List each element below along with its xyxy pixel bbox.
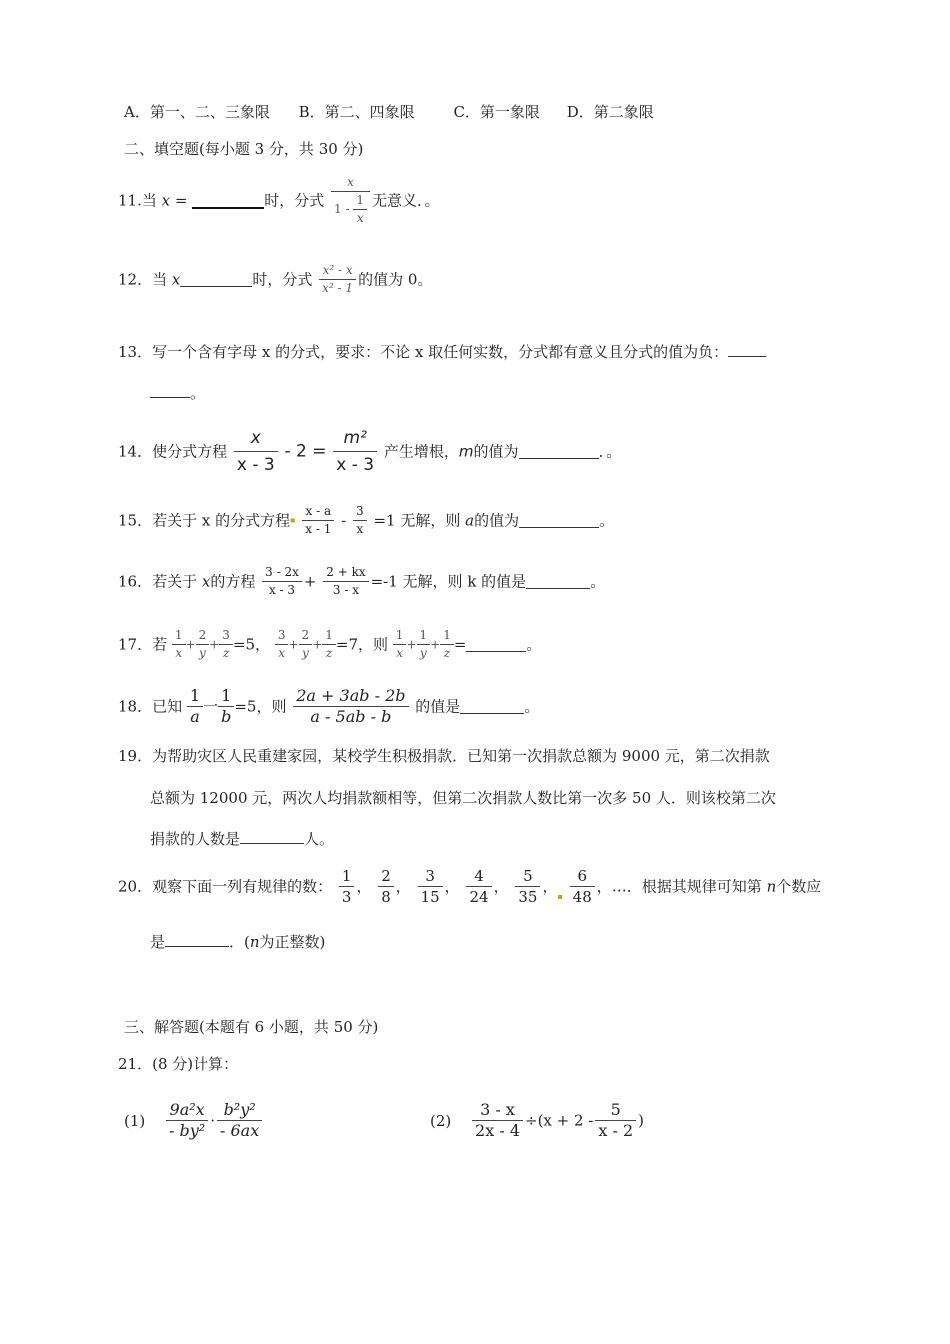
q17-plus-6: + bbox=[430, 637, 441, 652]
q21-p1-dot: · bbox=[210, 1111, 215, 1130]
q19-line3b: 人。 bbox=[304, 830, 335, 848]
q21-p2-f2-num: 5 bbox=[595, 1100, 636, 1121]
options-row bbox=[124, 102, 654, 122]
q17-frac-2y-num: 2 bbox=[196, 627, 210, 645]
q20-frac-1-num: 1 bbox=[339, 866, 355, 887]
q17-frac-1x-c-den: x bbox=[396, 646, 403, 660]
q17-frac-1z-c-num: 1 bbox=[440, 627, 454, 645]
q16-f1-den: x - 3 bbox=[268, 583, 296, 597]
question-21-title: 21．(8 分)计算： bbox=[118, 1055, 239, 1073]
question-18 bbox=[118, 686, 539, 727]
q20-line2-var: n bbox=[249, 933, 260, 951]
q21-p2-end: ) bbox=[638, 1111, 645, 1130]
q19-blank[interactable] bbox=[240, 829, 304, 844]
q17-eq3: = bbox=[453, 635, 467, 654]
q13-text: 写一个含有字母 x 的分式，要求：不论 x 取任何实数，分式都有意义且分式的值为负： bbox=[152, 343, 729, 361]
q20-frac-6 bbox=[570, 866, 595, 907]
q11-fraction bbox=[331, 174, 370, 227]
q20-comma-1: ， bbox=[356, 877, 372, 896]
q21-p1-fraction-2 bbox=[217, 1100, 262, 1141]
q17-plus-3: + bbox=[288, 637, 299, 652]
q21-p2-mid: ÷(x + 2 - bbox=[525, 1111, 594, 1130]
q17-frac-3z bbox=[219, 627, 233, 662]
q11-frac-num: x bbox=[331, 174, 370, 192]
q11-inner-prefix: 1 - bbox=[334, 202, 350, 216]
q18-frac-den: a - 5ab - b bbox=[310, 707, 392, 726]
q17-plus-2: + bbox=[209, 637, 220, 652]
q20-var: n bbox=[766, 877, 777, 896]
q21-p1-f1-den: - by² bbox=[169, 1121, 206, 1140]
section-3-title: 三、解答题(本题有 6 小题，共 50 分) bbox=[124, 1018, 379, 1036]
q14-minus2: - 2 = bbox=[284, 441, 327, 462]
q17-eq1: =5， bbox=[232, 635, 271, 654]
q17-frac-1z-den: z bbox=[325, 646, 333, 660]
q17-frac-1x-c bbox=[393, 627, 407, 662]
question-20-line2 bbox=[150, 932, 325, 952]
q17-eq2: =7，则 bbox=[335, 635, 389, 654]
q16-text1: 若关于 bbox=[152, 572, 198, 591]
q17-frac-1z-c-den: z bbox=[443, 646, 451, 660]
q17-frac-1z bbox=[322, 627, 336, 662]
q18-frac-a bbox=[187, 686, 203, 727]
q14-var: m bbox=[458, 442, 474, 461]
q11-number: 11. bbox=[118, 191, 142, 210]
q21-p1-f2-den: - 6ax bbox=[220, 1121, 260, 1140]
q11-blank[interactable] bbox=[192, 193, 264, 209]
q14-end: ．。 bbox=[598, 442, 622, 461]
q21-p1-f1-num: 9a²x bbox=[166, 1100, 208, 1121]
q20-frac-2-den: 8 bbox=[381, 888, 391, 906]
q20-text1: 观察下面一列有规律的数： bbox=[152, 877, 333, 896]
section-2-title: 二、填空题(每小题 3 分，共 30 分) bbox=[124, 140, 364, 158]
q20-frac-5-num: 5 bbox=[515, 866, 540, 887]
q15-fraction-2 bbox=[353, 503, 367, 538]
question-21-part-2 bbox=[430, 1100, 644, 1141]
option-a: A．第一、二、三象限 bbox=[124, 103, 270, 121]
q18-frac-a-den: a bbox=[190, 707, 200, 726]
q20-frac-5-den: 35 bbox=[518, 888, 538, 906]
q17-plus-4: + bbox=[312, 637, 323, 652]
q16-text3: =-1 无解，则 k 的值是 bbox=[370, 572, 527, 591]
q13-end: 。 bbox=[190, 384, 206, 402]
question-12 bbox=[118, 262, 432, 297]
q19-line1: 为帮助灾区人民重建家园，某校学生积极捐款．已知第一次捐款总额为 9000 元，第二次捐款 bbox=[152, 747, 770, 765]
q16-text2: 的方程 bbox=[210, 572, 256, 591]
q20-comma-2: ， bbox=[395, 877, 411, 896]
q17-frac-2y bbox=[196, 627, 210, 662]
q20-marker-icon: ▪ bbox=[557, 892, 563, 901]
question-19-line2: 总额为 12000 元，两次人均捐款额相等，但第二次捐款人数比第一次多 50 人．则该校第二次 bbox=[150, 789, 776, 807]
q20-frac-3 bbox=[418, 866, 443, 907]
option-b: B．第二、四象限 bbox=[298, 103, 415, 121]
q17-frac-2y-b-den: y bbox=[301, 646, 309, 660]
q18-text3: 的值是 bbox=[415, 697, 461, 716]
q20-text2: ，…．根据其规律可知第 bbox=[596, 877, 762, 896]
question-13 bbox=[118, 342, 766, 362]
q18-frac-b bbox=[218, 686, 234, 727]
q12-frac-num: x² - x bbox=[319, 262, 356, 280]
q17-frac-3z-den: z bbox=[222, 646, 230, 660]
question-14 bbox=[118, 425, 621, 478]
q20-frac-5 bbox=[515, 866, 540, 907]
q16-f2-num: 2 + kx bbox=[323, 564, 368, 582]
q21-p2-fraction-1 bbox=[472, 1100, 523, 1141]
question-19 bbox=[118, 746, 770, 766]
q17-plus-5: + bbox=[406, 637, 417, 652]
q13-blank-2[interactable] bbox=[150, 383, 190, 398]
q12-fraction bbox=[319, 262, 356, 297]
q21-p2-f1-den: 2x - 4 bbox=[475, 1121, 520, 1140]
q15-end: 。 bbox=[599, 511, 615, 530]
q15-blank[interactable] bbox=[519, 513, 599, 528]
q17-frac-1y-c-den: y bbox=[419, 646, 427, 660]
question-11 bbox=[118, 174, 440, 227]
q14-f1-num: x bbox=[234, 425, 278, 452]
q17-frac-2y-b bbox=[299, 627, 313, 662]
question-20 bbox=[118, 866, 821, 907]
q20-comma-5: ， bbox=[542, 877, 558, 896]
q16-plus: + bbox=[303, 572, 317, 591]
q14-fraction-2 bbox=[333, 425, 377, 478]
q15-f2-den: x bbox=[356, 522, 364, 536]
q20-frac-2-num: 2 bbox=[378, 866, 394, 887]
q16-f2-den: 3 - x bbox=[332, 583, 359, 597]
q17-frac-2y-b-num: 2 bbox=[299, 627, 313, 645]
q11-inner-frac bbox=[353, 192, 367, 227]
q16-fraction-2 bbox=[323, 564, 368, 599]
q20-frac-1-den: 3 bbox=[341, 888, 352, 906]
q21-p1-fraction-1 bbox=[166, 1100, 208, 1141]
q14-fraction-1 bbox=[234, 425, 278, 478]
q18-frac-num: 2a + 3ab - 2b bbox=[293, 686, 408, 707]
q14-f2-den: x - 3 bbox=[336, 455, 375, 475]
q12-frac-den: x² - 1 bbox=[322, 281, 354, 295]
q17-end: 。 bbox=[526, 635, 542, 654]
q11-var: x bbox=[161, 191, 171, 210]
q15-text2: =1 无解，则 bbox=[373, 511, 461, 530]
q12-var: x bbox=[171, 270, 181, 289]
q20-blank[interactable] bbox=[165, 932, 229, 947]
q15-f2-num: 3 bbox=[353, 503, 367, 521]
q18-fraction bbox=[293, 686, 408, 727]
q12-number: 12． bbox=[118, 270, 153, 289]
q20-frac-6-den: 48 bbox=[572, 888, 592, 906]
q16-blank[interactable] bbox=[526, 574, 590, 589]
q21-p1-f2-num: b²y² bbox=[217, 1100, 262, 1121]
question-13-cont bbox=[150, 383, 205, 403]
q17-frac-3x-den: x bbox=[278, 646, 286, 660]
q16-fraction-1 bbox=[262, 564, 302, 599]
q20-frac-1 bbox=[339, 866, 355, 907]
q14-text2: 产生增根， bbox=[383, 442, 459, 461]
q15-text1: 若关于 x 的分式方程 bbox=[152, 511, 291, 530]
q17-plus-1: + bbox=[185, 637, 196, 652]
option-d: D．第二象限 bbox=[566, 103, 654, 121]
q18-blank[interactable] bbox=[460, 699, 524, 714]
q20-frac-2 bbox=[378, 866, 394, 907]
q12-text1: 当 bbox=[152, 270, 168, 289]
q15-text3: 的值为 bbox=[474, 511, 520, 530]
q18-text2: =5，则 bbox=[234, 697, 287, 716]
q15-f1-den: x - 1 bbox=[305, 522, 332, 536]
q18-end: 。 bbox=[524, 697, 540, 716]
q20-frac-3-num: 3 bbox=[418, 866, 443, 887]
q15-number: 15． bbox=[118, 511, 153, 530]
q18-text1: 已知 bbox=[152, 697, 183, 716]
q17-number: 17． bbox=[118, 635, 153, 654]
q18-frac-b-den: b bbox=[221, 707, 232, 726]
q15-marker-icon: ▪ bbox=[290, 515, 296, 525]
q19-number: 19． bbox=[118, 747, 153, 765]
q17-frac-1x-den: x bbox=[175, 646, 183, 660]
q14-number: 14． bbox=[118, 442, 153, 461]
q11-inner-num: 1 bbox=[353, 192, 367, 210]
q17-blank[interactable] bbox=[466, 637, 526, 652]
q18-frac-b-num: 1 bbox=[218, 686, 234, 707]
q17-frac-1x-c-num: 1 bbox=[393, 627, 407, 645]
q20-line2c: 为正整数) bbox=[259, 933, 326, 951]
q20-frac-4 bbox=[466, 866, 491, 907]
q11-text3: 无意义．。 bbox=[372, 191, 440, 210]
q20-line2b: ．( bbox=[229, 933, 250, 951]
q13-blank-1[interactable] bbox=[728, 342, 766, 357]
q14-text3: 的值为 bbox=[473, 442, 519, 461]
q21-p1-label: (1) bbox=[124, 1111, 146, 1130]
question-15 bbox=[118, 503, 614, 538]
q15-var: a bbox=[465, 511, 475, 530]
q20-line2a: 是 bbox=[150, 933, 166, 951]
q17-frac-1z-c bbox=[440, 627, 454, 662]
q18-dash: 一 bbox=[203, 697, 219, 716]
q17-frac-1y-c-num: 1 bbox=[417, 627, 431, 645]
q16-number: 16． bbox=[118, 572, 153, 591]
q16-end: 。 bbox=[590, 572, 606, 591]
q11-inner-den: x bbox=[356, 211, 364, 225]
q15-f1-num: x - a bbox=[302, 503, 334, 521]
q20-frac-4-den: 24 bbox=[469, 888, 489, 906]
q17-frac-1z-num: 1 bbox=[322, 627, 336, 645]
q20-frac-6-num: 6 bbox=[570, 866, 595, 887]
q11-frac-den bbox=[331, 192, 370, 227]
q15-fraction-1 bbox=[302, 503, 334, 538]
q21-p2-f1-num: 3 - x bbox=[472, 1100, 523, 1121]
q20-frac-4-num: 4 bbox=[466, 866, 491, 887]
q16-f1-num: 3 - 2x bbox=[262, 564, 302, 582]
q11-text2: 时，分式 bbox=[264, 191, 325, 210]
q17-frac-3x bbox=[275, 627, 289, 662]
q17-text1: 若 bbox=[152, 635, 168, 654]
q16-var: x bbox=[201, 572, 211, 591]
q15-minus: - bbox=[341, 511, 347, 530]
q17-frac-1y-c bbox=[417, 627, 431, 662]
q20-comma-4: ， bbox=[493, 877, 509, 896]
q12-text3: 的值为 0。 bbox=[358, 270, 433, 289]
q18-number: 18． bbox=[118, 697, 153, 716]
q17-frac-2y-den: y bbox=[199, 646, 206, 660]
q21-p2-fraction-2 bbox=[595, 1100, 636, 1141]
question-21-part-1 bbox=[124, 1100, 264, 1141]
q13-number: 13． bbox=[118, 343, 153, 361]
question-19-line3 bbox=[150, 829, 334, 849]
q20-frac-3-den: 15 bbox=[420, 888, 440, 906]
q21-p2-f2-den: x - 2 bbox=[598, 1121, 634, 1140]
q18-frac-a-num: 1 bbox=[187, 686, 203, 707]
q14-f1-den: x - 3 bbox=[236, 455, 275, 475]
question-16 bbox=[118, 564, 605, 599]
q11-text1: 当 bbox=[141, 191, 157, 210]
q20-comma-3: ， bbox=[444, 877, 460, 896]
q11-eq: = bbox=[170, 191, 188, 210]
q20-text3: 个数应 bbox=[776, 877, 822, 896]
q17-frac-1x bbox=[172, 627, 186, 662]
q14-text1: 使分式方程 bbox=[152, 442, 228, 461]
q21-p2-label: (2) bbox=[430, 1111, 452, 1130]
q20-number: 20． bbox=[118, 877, 153, 896]
q14-f2-num: m² bbox=[333, 425, 377, 452]
q14-blank[interactable] bbox=[519, 444, 599, 459]
q12-blank[interactable] bbox=[180, 272, 252, 287]
option-c: C．第一象限 bbox=[453, 103, 540, 121]
q12-text2: 时，分式 bbox=[252, 270, 313, 289]
q19-line3a: 捐款的人数是 bbox=[150, 830, 241, 848]
question-17 bbox=[118, 627, 541, 662]
q17-frac-3x-num: 3 bbox=[275, 627, 289, 645]
q17-frac-1x-num: 1 bbox=[172, 627, 186, 645]
q17-frac-3z-num: 3 bbox=[219, 627, 233, 645]
